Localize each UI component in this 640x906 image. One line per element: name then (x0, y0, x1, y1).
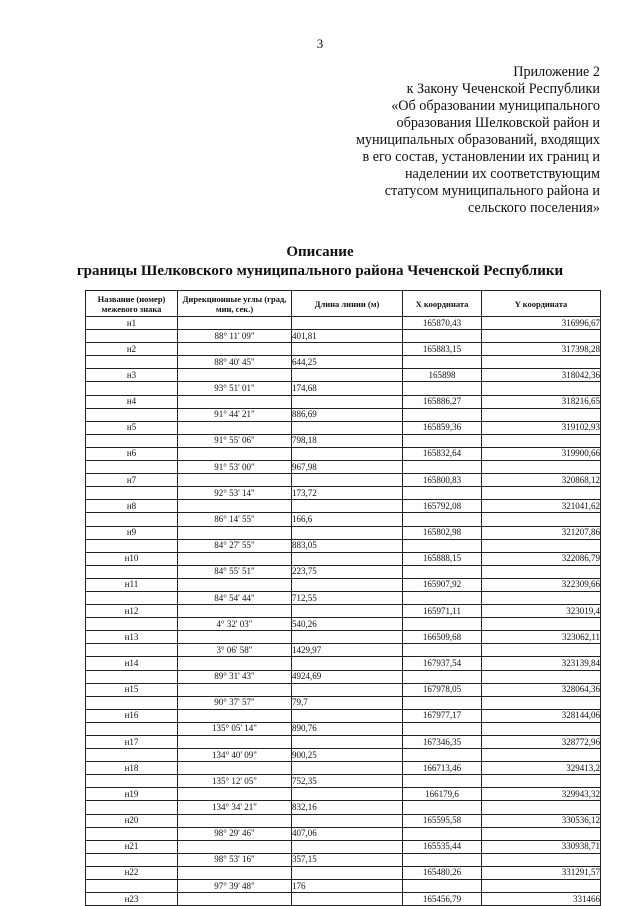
empty-cell (178, 552, 292, 565)
table-body (86, 317, 601, 906)
empty-cell (292, 526, 403, 539)
x-coordinate: 167937,54 (403, 657, 482, 670)
appendix-line: статусом муниципального района и (384, 183, 600, 199)
line-length: 540,26 (292, 618, 403, 631)
y-coordinate: 329943,32 (482, 788, 601, 801)
point-name: н3 (86, 369, 178, 382)
line-length: 4924,69 (292, 670, 403, 683)
empty-cell (403, 801, 482, 814)
empty-cell (178, 657, 292, 670)
empty-cell (403, 382, 482, 395)
empty-cell (86, 408, 178, 421)
segment-row (86, 670, 601, 683)
empty-cell (292, 814, 403, 827)
empty-cell (292, 552, 403, 565)
point-row (86, 578, 601, 591)
direction-angle: 97° 39' 48" (178, 880, 292, 893)
header-angle: Дирекционные углы (град, мин, сек.) (178, 291, 292, 317)
point-row (86, 788, 601, 801)
x-coordinate: 166179,6 (403, 788, 482, 801)
point-name: н16 (86, 709, 178, 722)
empty-cell (178, 578, 292, 591)
point-row (86, 736, 601, 749)
empty-cell (178, 840, 292, 853)
boundary-table (85, 290, 601, 906)
empty-cell (482, 775, 601, 788)
y-coordinate: 321041,62 (482, 500, 601, 513)
direction-angle: 93° 51' 01" (178, 382, 292, 395)
empty-cell (178, 526, 292, 539)
empty-cell (482, 670, 601, 683)
empty-cell (482, 853, 601, 866)
x-coordinate: 165859,36 (403, 421, 482, 434)
direction-angle: 3° 06' 58" (178, 644, 292, 657)
point-row (86, 631, 601, 644)
y-coordinate: 318042,36 (482, 369, 601, 382)
empty-cell (403, 696, 482, 709)
empty-cell (403, 330, 482, 343)
point-name: н4 (86, 395, 178, 408)
x-coordinate: 167977,17 (403, 709, 482, 722)
x-coordinate: 165898 (403, 369, 482, 382)
empty-cell (292, 683, 403, 696)
y-coordinate: 331291,57 (482, 866, 601, 879)
empty-cell (86, 801, 178, 814)
point-row (86, 762, 601, 775)
point-row (86, 317, 601, 330)
line-length: 176 (292, 880, 403, 893)
segment-row (86, 408, 601, 421)
y-coordinate: 320868,12 (482, 474, 601, 487)
empty-cell (178, 447, 292, 460)
empty-cell (86, 722, 178, 735)
point-name: н15 (86, 683, 178, 696)
empty-cell (178, 317, 292, 330)
empty-cell (403, 434, 482, 447)
point-name: н23 (86, 893, 178, 906)
empty-cell (482, 330, 601, 343)
empty-cell (482, 539, 601, 552)
empty-cell (403, 539, 482, 552)
empty-cell (86, 696, 178, 709)
segment-row (86, 853, 601, 866)
x-coordinate: 165971,11 (403, 605, 482, 618)
y-coordinate: 316996,67 (482, 317, 601, 330)
empty-cell (178, 866, 292, 879)
empty-cell (292, 395, 403, 408)
empty-cell (292, 447, 403, 460)
line-length: 174,68 (292, 382, 403, 395)
direction-angle: 134° 40' 09" (178, 749, 292, 762)
empty-cell (292, 421, 403, 434)
empty-cell (403, 513, 482, 526)
header-x: X координата (403, 291, 482, 317)
empty-cell (292, 500, 403, 513)
title-line: границы Шелковского муниципального района Чеченской Республики (76, 263, 564, 279)
page-number: 3 (316, 36, 324, 51)
empty-cell (482, 356, 601, 369)
empty-cell (178, 395, 292, 408)
empty-cell (403, 356, 482, 369)
y-coordinate: 330938,71 (482, 840, 601, 853)
direction-angle: 88° 40' 45" (178, 356, 292, 369)
y-coordinate: 323062,11 (482, 631, 601, 644)
y-coordinate: 328144,06 (482, 709, 601, 722)
line-length: 890,76 (292, 722, 403, 735)
x-coordinate: 167346,35 (403, 736, 482, 749)
line-length: 407,06 (292, 827, 403, 840)
empty-cell (292, 369, 403, 382)
empty-cell (178, 762, 292, 775)
segment-row (86, 330, 601, 343)
y-coordinate: 317398,28 (482, 343, 601, 356)
appendix-line: в его состав, установлении их границ и (362, 149, 600, 165)
segment-row (86, 382, 601, 395)
empty-cell (178, 421, 292, 434)
appendix-line: к Закону Чеченской Республики (406, 81, 600, 97)
segment-row (86, 591, 601, 604)
empty-cell (482, 880, 601, 893)
empty-cell (292, 840, 403, 853)
line-length: 967,98 (292, 461, 403, 474)
empty-cell (482, 461, 601, 474)
point-row (86, 369, 601, 382)
appendix-line: наделении их соответствующим (404, 166, 600, 182)
segment-row (86, 434, 601, 447)
header-length: Длина линии (м) (292, 291, 403, 317)
empty-cell (403, 775, 482, 788)
segment-row (86, 618, 601, 631)
line-length: 644,25 (292, 356, 403, 369)
point-name: н12 (86, 605, 178, 618)
segment-row (86, 565, 601, 578)
y-coordinate: 319900,66 (482, 447, 601, 460)
point-row (86, 395, 601, 408)
segment-row (86, 644, 601, 657)
line-length: 832,16 (292, 801, 403, 814)
header-y: Y координата (482, 291, 601, 317)
empty-cell (292, 605, 403, 618)
y-coordinate: 322309,66 (482, 578, 601, 591)
segment-row (86, 801, 601, 814)
segment-row (86, 827, 601, 840)
empty-cell (178, 814, 292, 827)
x-coordinate: 165480,26 (403, 866, 482, 879)
x-coordinate: 165832,64 (403, 447, 482, 460)
empty-cell (178, 736, 292, 749)
point-row (86, 683, 601, 696)
line-length: 883,05 (292, 539, 403, 552)
empty-cell (403, 461, 482, 474)
empty-cell (178, 605, 292, 618)
x-coordinate: 165792,08 (403, 500, 482, 513)
empty-cell (403, 853, 482, 866)
empty-cell (482, 591, 601, 604)
point-name: н17 (86, 736, 178, 749)
empty-cell (403, 827, 482, 840)
empty-cell (178, 709, 292, 722)
empty-cell (86, 880, 178, 893)
empty-cell (86, 330, 178, 343)
direction-angle: 86° 14' 55" (178, 513, 292, 526)
x-coordinate: 166509,68 (403, 631, 482, 644)
x-coordinate: 165870,43 (403, 317, 482, 330)
x-coordinate: 165883,15 (403, 343, 482, 356)
empty-cell (86, 775, 178, 788)
y-coordinate: 331466 (482, 893, 601, 906)
empty-cell (482, 696, 601, 709)
empty-cell (292, 631, 403, 644)
point-row (86, 866, 601, 879)
direction-angle: 90° 37' 57" (178, 696, 292, 709)
y-coordinate: 319102,93 (482, 421, 601, 434)
direction-angle: 91° 53' 00" (178, 461, 292, 474)
empty-cell (292, 657, 403, 670)
direction-angle: 134° 34' 21" (178, 801, 292, 814)
direction-angle: 98° 29' 46" (178, 827, 292, 840)
empty-cell (292, 317, 403, 330)
x-coordinate: 165595,58 (403, 814, 482, 827)
empty-cell (292, 893, 403, 906)
empty-cell (178, 500, 292, 513)
empty-cell (482, 408, 601, 421)
empty-cell (86, 670, 178, 683)
empty-cell (403, 591, 482, 604)
line-length: 166,6 (292, 513, 403, 526)
point-row (86, 814, 601, 827)
empty-cell (292, 343, 403, 356)
direction-angle: 98° 53' 16" (178, 853, 292, 866)
empty-cell (178, 788, 292, 801)
empty-cell (403, 880, 482, 893)
direction-angle: 135° 05' 14" (178, 722, 292, 735)
point-row (86, 552, 601, 565)
empty-cell (86, 513, 178, 526)
segment-row (86, 487, 601, 500)
x-coordinate: 165456,79 (403, 893, 482, 906)
direction-angle: 135° 12' 05" (178, 775, 292, 788)
point-name: н6 (86, 447, 178, 460)
header-name: Название (номер) межевого знака (86, 291, 178, 317)
empty-cell (482, 382, 601, 395)
y-coordinate: 328064,36 (482, 683, 601, 696)
segment-row (86, 539, 601, 552)
direction-angle: 88° 11' 09" (178, 330, 292, 343)
empty-cell (292, 788, 403, 801)
line-length: 886,69 (292, 408, 403, 421)
empty-cell (482, 513, 601, 526)
empty-cell (482, 487, 601, 500)
empty-cell (292, 762, 403, 775)
direction-angle: 84° 54' 44" (178, 591, 292, 604)
x-coordinate: 165800,83 (403, 474, 482, 487)
appendix-line: сельского поселения» (468, 200, 600, 216)
empty-cell (403, 618, 482, 631)
y-coordinate: 323139,84 (482, 657, 601, 670)
point-name: н19 (86, 788, 178, 801)
empty-cell (86, 644, 178, 657)
point-name: н11 (86, 578, 178, 591)
y-coordinate: 330536,12 (482, 814, 601, 827)
point-row (86, 526, 601, 539)
point-name: н2 (86, 343, 178, 356)
title-line: Описание (286, 244, 354, 260)
line-length: 712,55 (292, 591, 403, 604)
empty-cell (403, 644, 482, 657)
empty-cell (403, 487, 482, 500)
appendix-reference (300, 64, 600, 217)
empty-cell (292, 736, 403, 749)
direction-angle: 84° 27' 55" (178, 539, 292, 552)
empty-cell (403, 749, 482, 762)
empty-cell (86, 356, 178, 369)
empty-cell (86, 618, 178, 631)
empty-cell (86, 382, 178, 395)
point-row (86, 343, 601, 356)
point-name: н20 (86, 814, 178, 827)
direction-angle: 4° 32' 03" (178, 618, 292, 631)
line-length: 798,18 (292, 434, 403, 447)
empty-cell (482, 434, 601, 447)
point-row (86, 421, 601, 434)
y-coordinate: 322086,79 (482, 552, 601, 565)
document-title (0, 243, 640, 281)
direction-angle: 89° 31' 43" (178, 670, 292, 683)
empty-cell (403, 565, 482, 578)
empty-cell (178, 369, 292, 382)
line-length: 900,25 (292, 749, 403, 762)
line-length: 357,15 (292, 853, 403, 866)
line-length: 752,35 (292, 775, 403, 788)
table-header-row (86, 291, 601, 317)
empty-cell (403, 408, 482, 421)
point-row (86, 447, 601, 460)
point-name: н1 (86, 317, 178, 330)
point-row (86, 709, 601, 722)
direction-angle: 92° 53' 14" (178, 487, 292, 500)
empty-cell (178, 343, 292, 356)
direction-angle: 91° 44' 21" (178, 408, 292, 421)
appendix-line: муниципальных образований, входящих (355, 132, 600, 148)
segment-row (86, 722, 601, 735)
segment-row (86, 880, 601, 893)
empty-cell (86, 853, 178, 866)
empty-cell (86, 539, 178, 552)
point-row (86, 657, 601, 670)
y-coordinate: 323019,4 (482, 605, 601, 618)
line-length: 173,72 (292, 487, 403, 500)
point-name: н13 (86, 631, 178, 644)
point-row (86, 605, 601, 618)
segment-row (86, 356, 601, 369)
point-row (86, 893, 601, 906)
empty-cell (292, 578, 403, 591)
point-row (86, 840, 601, 853)
x-coordinate: 167978,05 (403, 683, 482, 696)
point-name: н14 (86, 657, 178, 670)
appendix-line: образования Шелковской район и (396, 115, 600, 131)
empty-cell (482, 618, 601, 631)
empty-cell (86, 434, 178, 447)
point-name: н5 (86, 421, 178, 434)
empty-cell (86, 461, 178, 474)
point-name: н18 (86, 762, 178, 775)
line-length: 223,75 (292, 565, 403, 578)
segment-row (86, 696, 601, 709)
x-coordinate: 165535,44 (403, 840, 482, 853)
point-name: н7 (86, 474, 178, 487)
empty-cell (482, 827, 601, 840)
appendix-line: Приложение 2 (513, 64, 600, 80)
line-length: 79,7 (292, 696, 403, 709)
empty-cell (482, 644, 601, 657)
line-length: 1429,97 (292, 644, 403, 657)
empty-cell (403, 722, 482, 735)
x-coordinate: 165907,92 (403, 578, 482, 591)
empty-cell (178, 631, 292, 644)
point-row (86, 474, 601, 487)
empty-cell (403, 670, 482, 683)
empty-cell (292, 866, 403, 879)
empty-cell (178, 683, 292, 696)
point-name: н8 (86, 500, 178, 513)
segment-row (86, 513, 601, 526)
segment-row (86, 749, 601, 762)
segment-row (86, 775, 601, 788)
y-coordinate: 329413,2 (482, 762, 601, 775)
x-coordinate: 165888,15 (403, 552, 482, 565)
appendix-line: «Об образовании муниципального (391, 98, 600, 114)
y-coordinate: 321207,86 (482, 526, 601, 539)
y-coordinate: 328772,96 (482, 736, 601, 749)
empty-cell (482, 565, 601, 578)
point-name: н22 (86, 866, 178, 879)
direction-angle: 91° 55' 06" (178, 434, 292, 447)
empty-cell (178, 474, 292, 487)
point-name: н10 (86, 552, 178, 565)
direction-angle: 84° 55' 51" (178, 565, 292, 578)
empty-cell (178, 893, 292, 906)
y-coordinate: 318216,65 (482, 395, 601, 408)
segment-row (86, 461, 601, 474)
x-coordinate: 165886,27 (403, 395, 482, 408)
empty-cell (86, 827, 178, 840)
empty-cell (482, 722, 601, 735)
point-row (86, 500, 601, 513)
point-name: н21 (86, 840, 178, 853)
empty-cell (86, 591, 178, 604)
empty-cell (482, 749, 601, 762)
empty-cell (482, 801, 601, 814)
line-length: 401,81 (292, 330, 403, 343)
empty-cell (292, 474, 403, 487)
empty-cell (86, 749, 178, 762)
empty-cell (292, 709, 403, 722)
empty-cell (86, 565, 178, 578)
x-coordinate: 165802,98 (403, 526, 482, 539)
empty-cell (86, 487, 178, 500)
x-coordinate: 166713,46 (403, 762, 482, 775)
point-name: н9 (86, 526, 178, 539)
